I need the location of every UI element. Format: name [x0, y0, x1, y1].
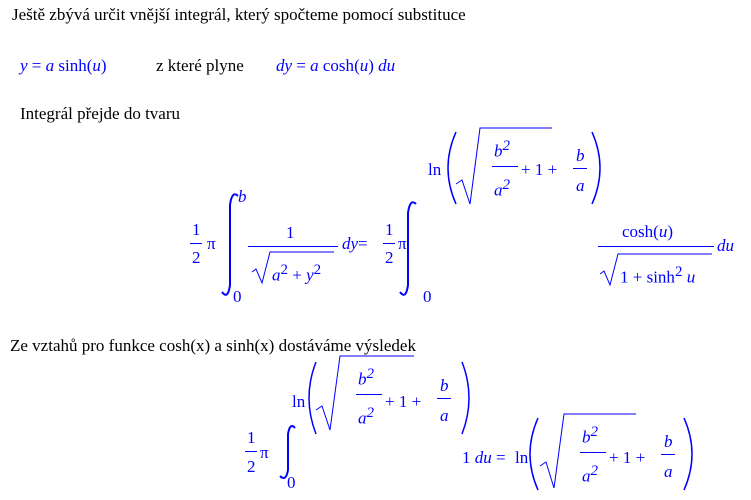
f2-rhs-a: a [664, 462, 673, 481]
diff-lp: ( [354, 56, 360, 75]
f2-rhs-left-paren [530, 418, 538, 490]
f1-dy: dy [342, 234, 359, 253]
f1-eq: = [358, 234, 368, 253]
f1-pi: π [207, 234, 216, 253]
f1-du: du [717, 236, 734, 255]
f2-up-a: a [440, 406, 449, 425]
intro-text: Ještě zbývá určit vnější integrál, který spočteme pomocí substituce [12, 5, 466, 24]
f1-den-y: y [306, 265, 314, 285]
transition-text: Integrál přejde do tvaru [20, 104, 181, 123]
f1-cosh-den: $1 + \sinh^2 u$ [620, 264, 696, 287]
f2-rhs-a2: $a^2$ [582, 463, 598, 486]
f2-rhs-plus1: + 1 + [609, 448, 646, 467]
f1-den-a: a [272, 265, 281, 285]
subst-a: a [45, 56, 55, 75]
f1-ln: ln [428, 160, 442, 179]
f2-up-left-paren [309, 362, 316, 434]
f1-frac-num: 1 [286, 223, 295, 242]
result-text: Ze vztahů pro funkce cosh(x) a sinh(x) dostáváme výsledek [10, 336, 416, 355]
f2-up-ln: ln [292, 392, 306, 411]
f1-upper-limit: b [238, 187, 247, 206]
diff-du: du [378, 56, 396, 75]
f1-half2-num: 1 [385, 220, 394, 239]
subst-rp: ) [100, 56, 107, 75]
f2-up-a2: $a^2$ [358, 405, 374, 428]
f2-rhs-b2: $b^2$ [582, 424, 598, 447]
f1-pi2: π [398, 234, 407, 253]
f2-up-right-paren [462, 362, 469, 434]
f1-ln-a: a [576, 176, 585, 195]
diff-cosh: cosh [322, 56, 355, 75]
substitution-connector-text: z které plyne [156, 56, 244, 75]
f1-den-exp-y: 2 [313, 262, 322, 278]
f2-half-num: 1 [247, 428, 256, 447]
f2-integrand: 1 du = [462, 448, 506, 467]
diff-dy: dy [276, 56, 293, 75]
f1-den-exp-a: 2 [280, 262, 288, 278]
subst-sinh: sinh [58, 56, 87, 75]
f2-up-plus1: + 1 + [385, 392, 422, 411]
subst-lp: ( [86, 56, 93, 75]
f2-rhs-ba-bar [661, 454, 675, 455]
f2-up-frac-bar [356, 394, 382, 395]
f1-den-plus: + [292, 265, 302, 285]
f2-up-b: b [440, 376, 449, 395]
subst-u: u [92, 56, 101, 75]
f1-half2-den: 2 [385, 248, 394, 267]
diff-eq: = [296, 56, 306, 75]
f2-half-den: 2 [247, 457, 256, 476]
subst-eq: = [31, 56, 42, 75]
f1-ln-b2: $b^2$ [494, 138, 510, 161]
f2-integral-sign [280, 426, 295, 478]
diff-a: a [310, 56, 319, 75]
f2-rhs-frac-bar [580, 452, 606, 453]
diff-rp: ) [368, 56, 374, 75]
f2-rhs-right-paren [684, 418, 692, 490]
f2-pi: π [260, 443, 269, 462]
f2-rhs-b: b [664, 432, 673, 451]
f1-ln-plus1: + 1 + [521, 160, 558, 179]
f1-lower-limit-2: 0 [423, 287, 432, 306]
f1-cosh-num: cosh(u) [622, 222, 674, 241]
f1-ln-b: b [576, 146, 585, 165]
subst-y: y [20, 56, 28, 75]
f1-lower-limit: 0 [233, 287, 242, 306]
f1-half-num: 1 [192, 220, 201, 239]
f2-lower-limit: 0 [287, 473, 296, 492]
diff-u: u [359, 56, 369, 75]
f2-up-ba-bar [437, 398, 451, 399]
f1-half-den: 2 [192, 248, 201, 267]
f1-ln-a2: $a^2$ [494, 177, 510, 200]
f2-up-b2: $b^2$ [358, 366, 374, 389]
f2-rhs-ln: ln [515, 448, 529, 467]
